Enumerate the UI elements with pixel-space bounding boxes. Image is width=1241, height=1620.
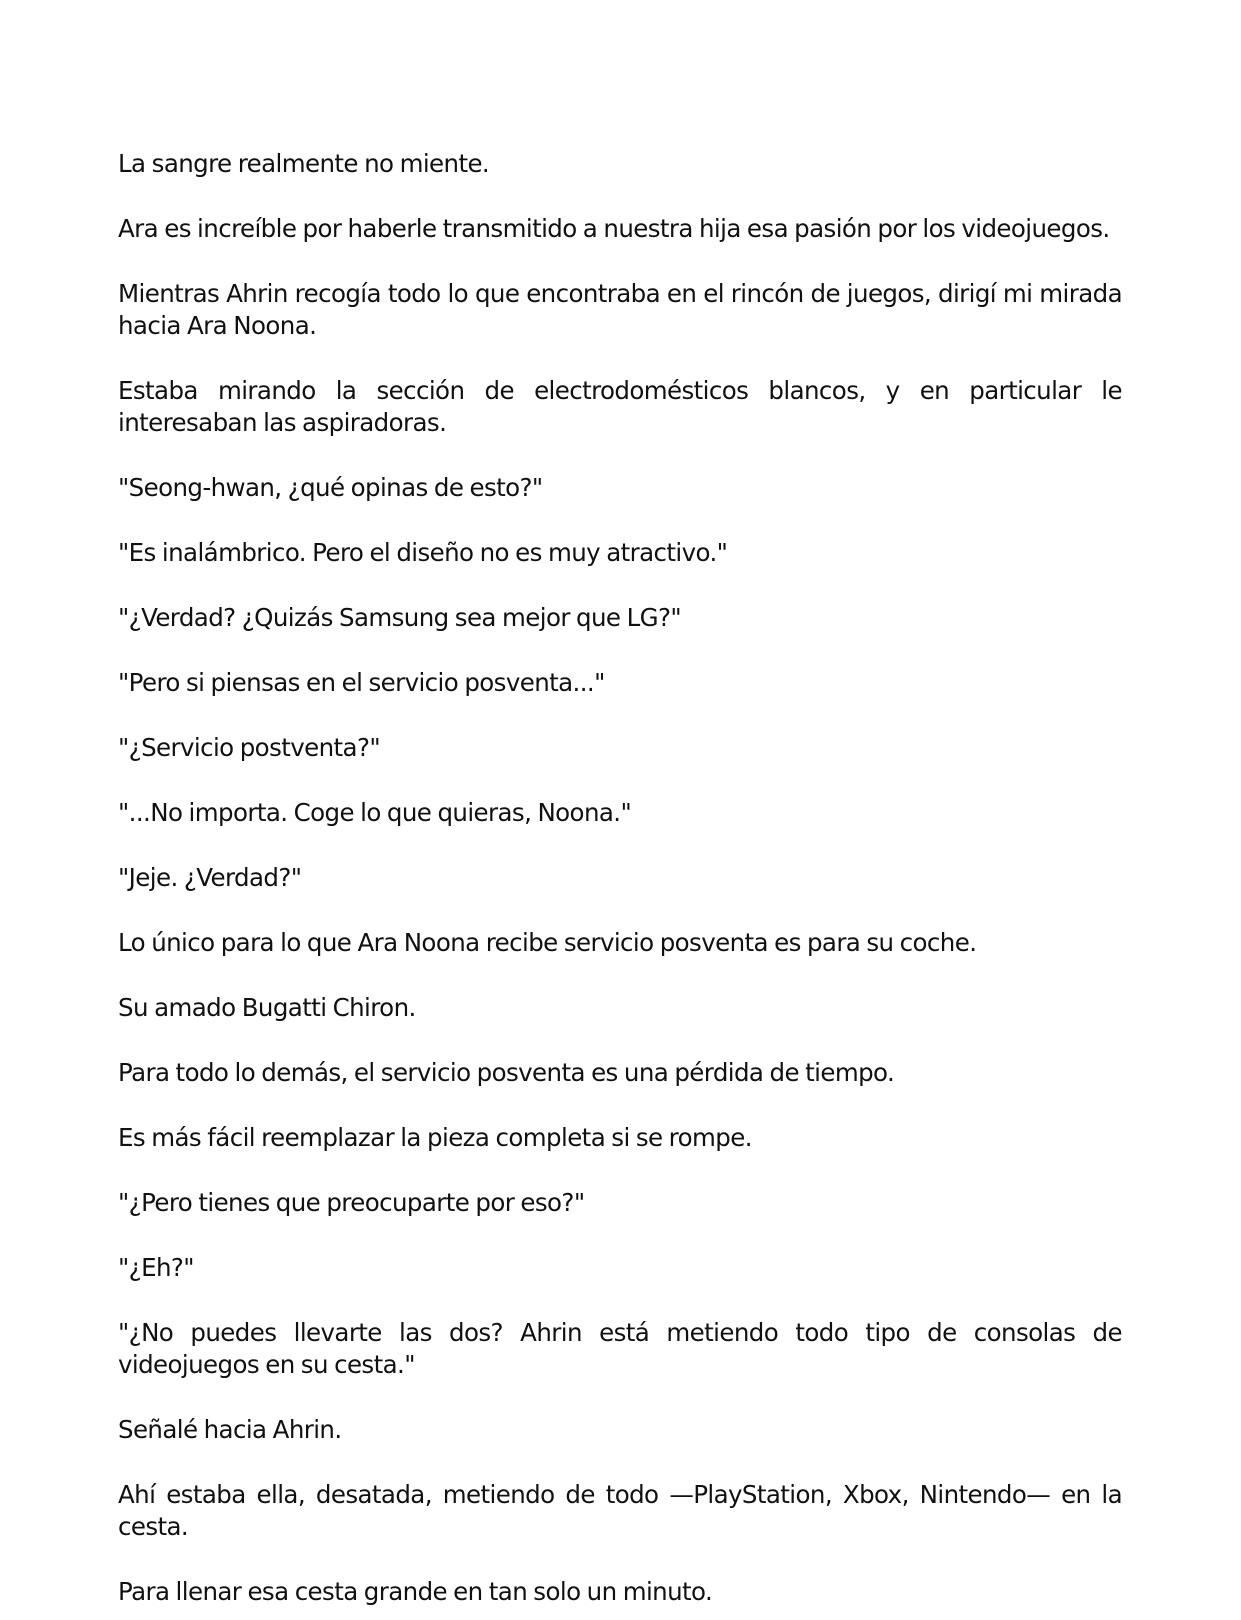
paragraph: Para todo lo demás, el servicio posventa es una pérdida de tiempo. [118,1058,895,1087]
paragraph: "¿Eh?" [118,1253,194,1282]
paragraph: Ara es increíble por haberle transmitido a nuestra hija esa pasión por los videojuegos. [118,214,1110,243]
paragraph: Es más fácil reemplazar la pieza completa si se rompe. [118,1123,752,1152]
paragraph: "¿Verdad? ¿Quizás Samsung sea mejor que LG?" [118,603,682,632]
paragraph: Mientras Ahrin recogía todo lo que encontraba en el rincón de juegos, dirigí mi mirada hacia Ara Noona. [118,279,1122,340]
paragraph: "¿Servicio postventa?" [118,733,381,762]
paragraph: "...No importa. Coge lo que quieras, Noona." [118,798,632,827]
paragraph: La sangre realmente no miente. [118,149,490,178]
paragraph: "Pero si piensas en el servicio posventa..." [118,668,605,697]
paragraph: "Es inalámbrico. Pero el diseño no es muy atractivo." [118,538,728,567]
paragraph: Ahí estaba ella, desatada, metiendo de todo —PlayStation, Xbox, Nintendo— en la cesta. [118,1480,1122,1541]
paragraph: Para llenar esa cesta grande en tan solo un minuto. [118,1577,713,1606]
paragraph: Lo único para lo que Ara Noona recibe servicio posventa es para su coche. [118,928,977,957]
paragraph: "Jeje. ¿Verdad?" [118,863,302,892]
paragraph: Señalé hacia Ahrin. [118,1415,342,1444]
document-body [118,148,1122,1620]
paragraph: "Seong-hwan, ¿qué opinas de esto?" [118,473,543,502]
paragraph: "¿No puedes llevarte las dos? Ahrin está metiendo todo tipo de consolas de videojuegos en su cesta." [118,1318,1122,1379]
paragraph: "¿Pero tienes que preocuparte por eso?" [118,1188,585,1217]
paragraph: Estaba mirando la sección de electrodomésticos blancos, y en particular le interesaban las aspiradoras. [118,376,1122,437]
paragraph: Su amado Bugatti Chiron. [118,993,416,1022]
